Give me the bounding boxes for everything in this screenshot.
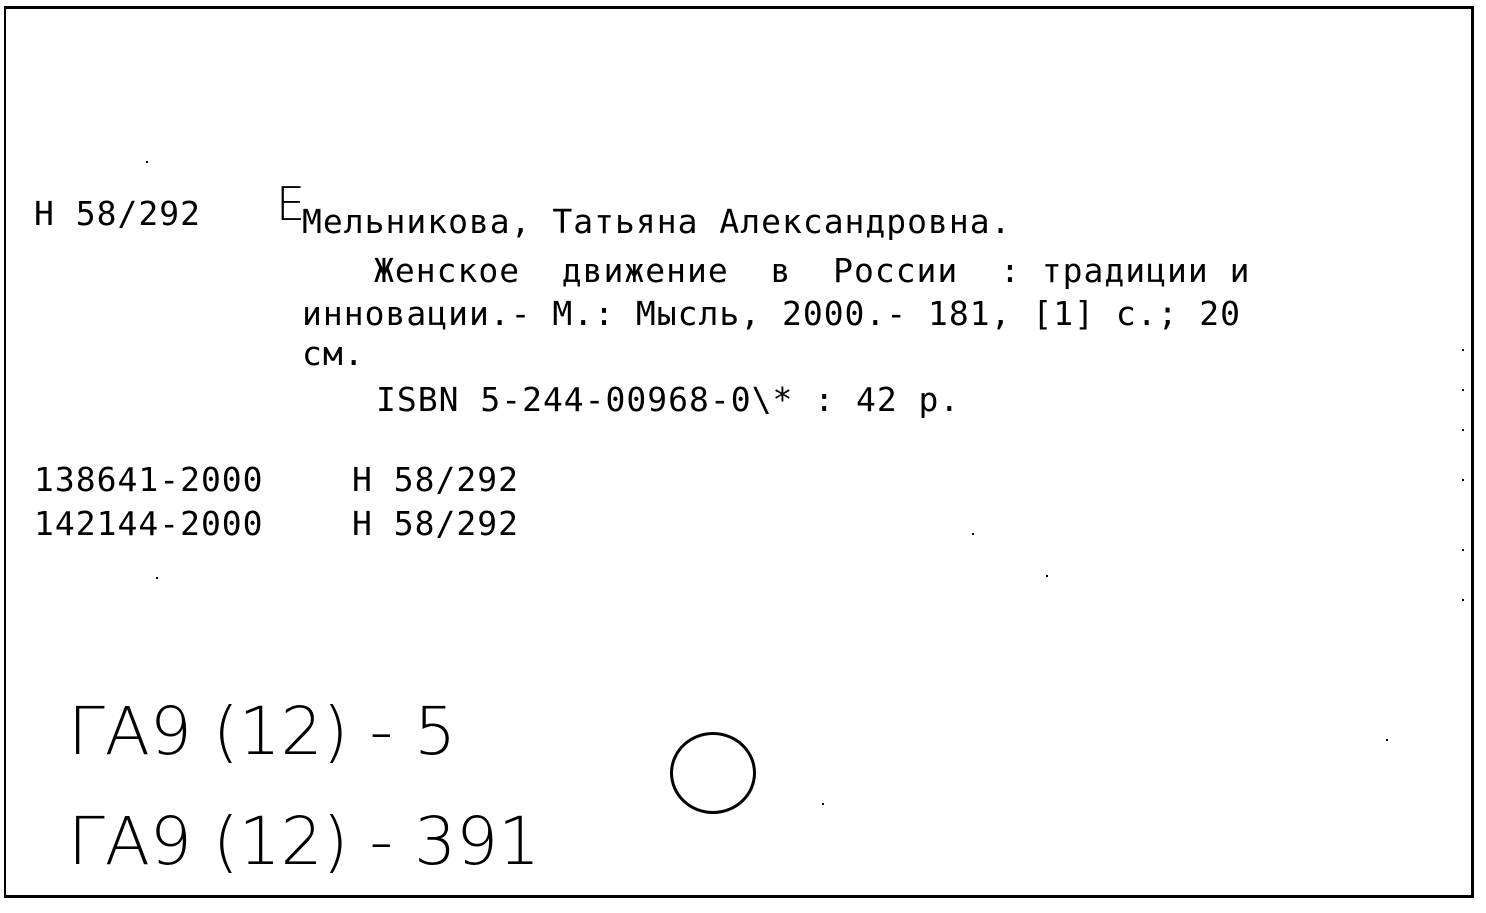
isbn-line: ISBN 5-244-00968-0\* : 42 р.: [376, 380, 961, 419]
holding-shelf-mark: Н 58/292: [352, 460, 519, 499]
inventory-number: 138641-2000: [34, 460, 264, 499]
scan-speck: [1046, 575, 1048, 577]
author-correction-mark: E: [276, 177, 306, 231]
scan-speck: [972, 533, 974, 535]
scan-speck: [1462, 429, 1464, 431]
scan-speck: [1462, 479, 1464, 481]
inventory-number: 142144-2000: [34, 504, 264, 543]
author-heading: Мельникова, Татьяна Александровна.: [302, 202, 1012, 241]
title-line-3: см.: [302, 334, 365, 373]
catalog-card: [4, 6, 1474, 898]
scan-speck: [146, 161, 148, 163]
call-number: Н 58/292: [34, 194, 201, 233]
scan-speck: [1462, 349, 1464, 351]
handwritten-shelf-note: ГА9 (12) - 391: [68, 803, 541, 880]
scan-speck: [1386, 739, 1388, 741]
title-line-1: Женское движение в России : традиции и: [374, 251, 1251, 290]
stamp-circle: [670, 732, 756, 814]
scan-speck: [822, 803, 824, 805]
scan-speck: [156, 577, 158, 579]
title-line-2: инновации.- М.: Мысль, 2000.- 181, [1] с.; 20: [302, 294, 1242, 333]
scan-speck: [1462, 549, 1464, 551]
scan-speck: [1462, 599, 1464, 601]
handwritten-shelf-note: ГА9 (12) - 5: [68, 693, 457, 770]
scan-speck: [1462, 389, 1464, 391]
holding-shelf-mark: Н 58/292: [352, 504, 519, 543]
